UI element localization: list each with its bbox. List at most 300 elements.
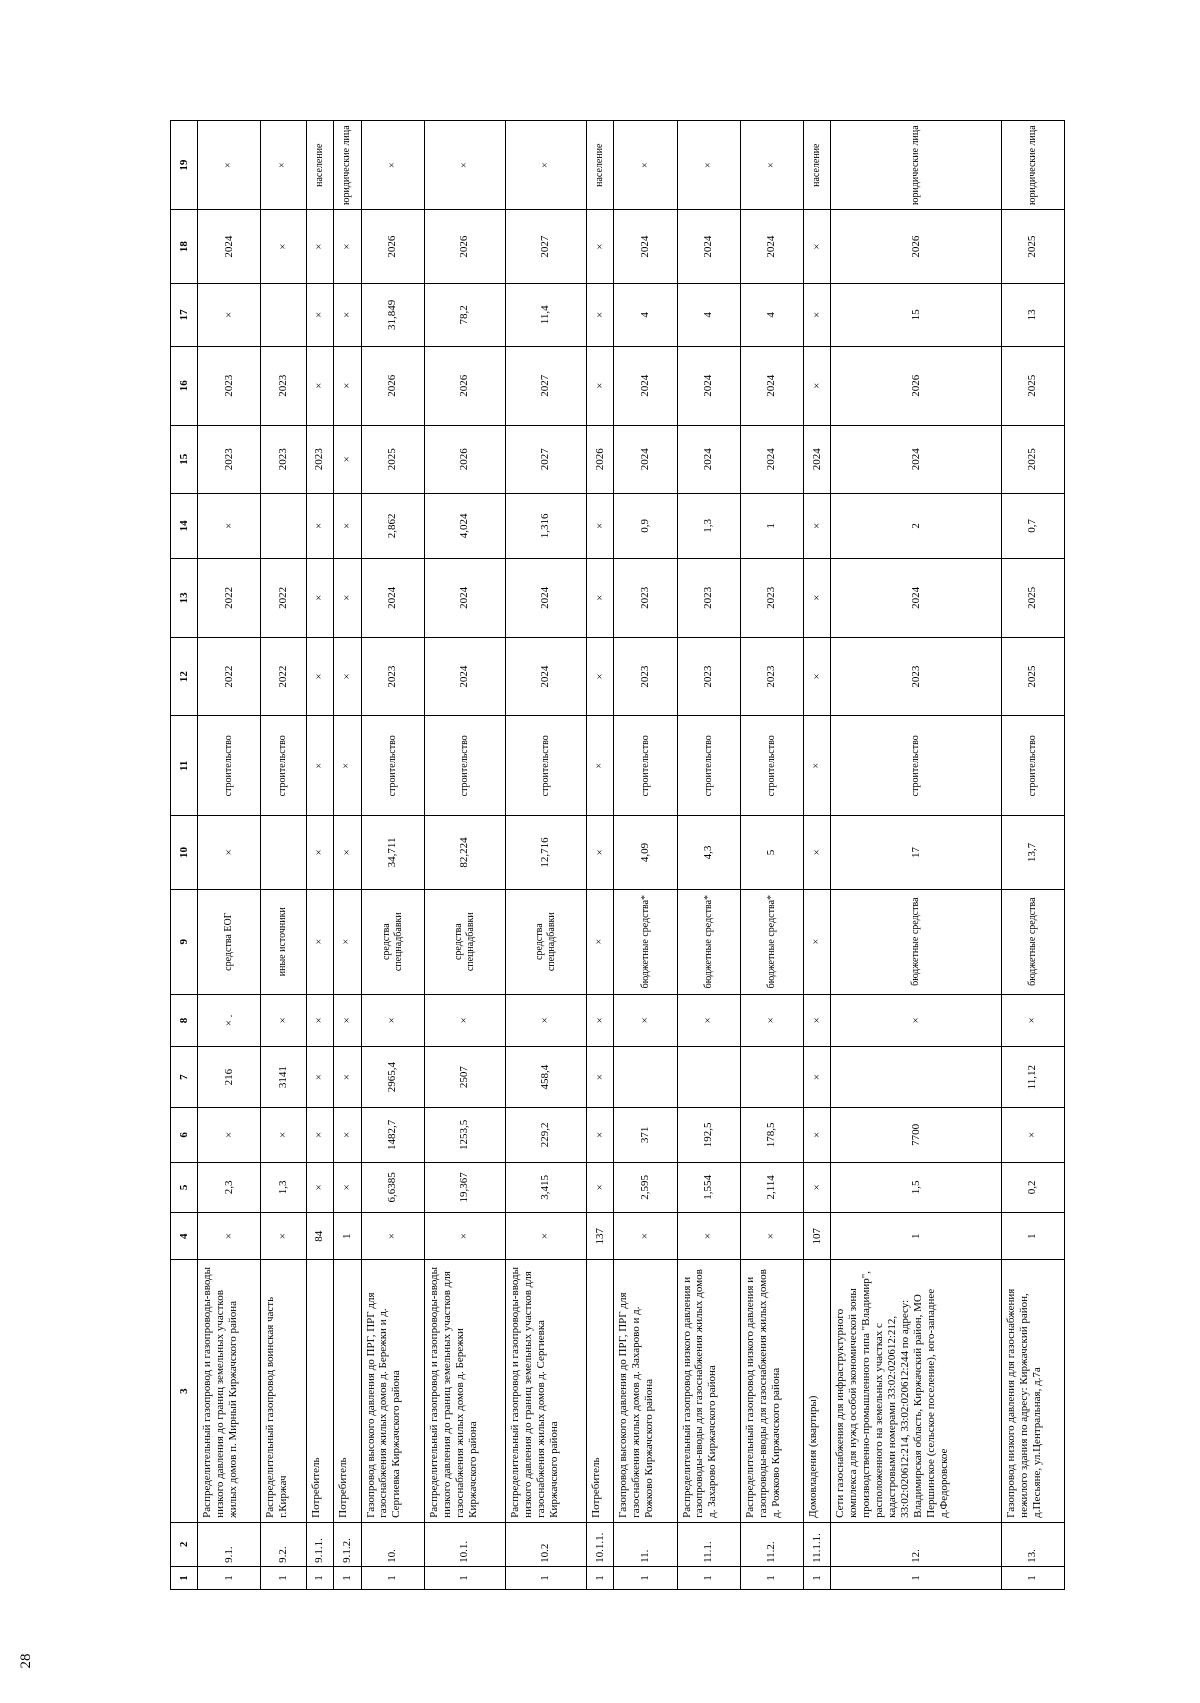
table-cell-col-18: × bbox=[803, 210, 830, 284]
table-cell-col-14: × bbox=[306, 493, 333, 558]
table-cell-col-15: 2023 bbox=[261, 425, 306, 493]
table-cell-col-12: × bbox=[306, 637, 333, 716]
table-cell-col-8: × bbox=[505, 994, 586, 1047]
table-cell-col-1: 1 bbox=[261, 1566, 306, 1589]
table-cell-col-19: юридические лица bbox=[831, 121, 1001, 210]
table-cell-col-9: бюджетные средства bbox=[1001, 889, 1064, 994]
table-cell-col-5: 6,6385 bbox=[361, 1162, 424, 1212]
gas-infrastructure-table bbox=[170, 120, 1065, 1590]
table-cell-col-10: 4,3 bbox=[677, 816, 740, 890]
table-cell-col-6: × bbox=[803, 1108, 830, 1163]
table-row bbox=[261, 121, 306, 1590]
table-cell-col-18: × bbox=[306, 210, 333, 284]
table-cell-col-18: 2024 bbox=[614, 210, 677, 284]
table-cell-col-2: 11.1. bbox=[677, 1522, 740, 1566]
table-cell-col-11: строительство bbox=[1001, 716, 1064, 816]
table-cell-col-3: Потребитель bbox=[586, 1260, 613, 1523]
table-cell-col-8: × bbox=[306, 994, 333, 1047]
table-cell-col-16: 2026 bbox=[424, 346, 505, 425]
table-cell-col-11: строительство bbox=[198, 716, 261, 816]
table-cell-col-7: 2965,4 bbox=[361, 1047, 424, 1108]
column-header-12: 12 bbox=[171, 637, 198, 716]
table-cell-col-12: × bbox=[803, 637, 830, 716]
table-cell-col-9: средства спецнадбавки bbox=[361, 889, 424, 994]
table-cell-col-1: 1 bbox=[361, 1566, 424, 1589]
table-cell-col-14: 1,3 bbox=[677, 493, 740, 558]
table-cell-col-3: Сети газоснабжения для инфраструктурного комплекса для нужд особой экономической зоны производственно-промышленного типа "Владимир", расположенного на земельных участках с кадастровыми номерами 33:02:020612:212, 33:02:020612:214, 33:02:020612:244 по адресу: Владимирская область, Киржачский район, МО Першинское (сельское поселение), юго-западнее д.Федоровское bbox=[831, 1260, 1001, 1523]
table-cell-col-5: 19,367 bbox=[424, 1162, 505, 1212]
table-cell-col-14: 0,7 bbox=[1001, 493, 1064, 558]
table-cell-col-10: × bbox=[198, 816, 261, 890]
table-cell-col-1: 1 bbox=[424, 1566, 505, 1589]
table-cell-col-7: × bbox=[586, 1047, 613, 1108]
table-cell-col-18: × bbox=[586, 210, 613, 284]
table-cell-col-17: × bbox=[306, 283, 333, 346]
table-cell-col-18: 2027 bbox=[505, 210, 586, 284]
table-cell-col-14: 4,024 bbox=[424, 493, 505, 558]
table-cell-col-13: 2023 bbox=[614, 558, 677, 637]
table-cell-col-16: × bbox=[306, 346, 333, 425]
table-cell-col-8: × bbox=[677, 994, 740, 1047]
table-cell-col-4: × bbox=[261, 1213, 306, 1260]
table-cell-col-19: население bbox=[803, 121, 830, 210]
table-row bbox=[505, 121, 586, 1590]
table-cell-col-13: 2024 bbox=[831, 558, 1001, 637]
table-cell-col-18: 2024 bbox=[740, 210, 803, 284]
table-cell-col-16: 2024 bbox=[677, 346, 740, 425]
column-header-4: 4 bbox=[171, 1213, 198, 1260]
table-cell-col-9: бюджетные средства* bbox=[614, 889, 677, 994]
table-cell-col-11: × bbox=[306, 716, 333, 816]
column-header-8: 8 bbox=[171, 994, 198, 1047]
table-cell-col-19: юридические лица bbox=[1001, 121, 1064, 210]
table-cell-col-11: строительство bbox=[831, 716, 1001, 816]
table-row bbox=[1001, 121, 1064, 1590]
table-cell-col-19: × bbox=[261, 121, 306, 210]
table-body bbox=[198, 121, 1065, 1590]
table-cell-col-3: Потребитель bbox=[334, 1260, 361, 1523]
table-cell-col-5: × bbox=[586, 1162, 613, 1212]
table-cell-col-5: × bbox=[803, 1162, 830, 1212]
table-cell-col-2: 10.1.1. bbox=[586, 1522, 613, 1566]
table-cell-col-15: 2023 bbox=[306, 425, 333, 493]
table-cell-col-9: бюджетные средства bbox=[831, 889, 1001, 994]
table-cell-col-16: 2024 bbox=[740, 346, 803, 425]
table-cell-col-8: × bbox=[361, 994, 424, 1047]
table-cell-col-1: 1 bbox=[505, 1566, 586, 1589]
table-row bbox=[740, 121, 803, 1590]
column-header-19: 19 bbox=[171, 121, 198, 210]
table-cell-col-6: 192,5 bbox=[677, 1108, 740, 1163]
table-cell-col-8: × bbox=[740, 994, 803, 1047]
table-cell-col-13: × bbox=[586, 558, 613, 637]
table-cell-col-11: строительство bbox=[261, 716, 306, 816]
table-cell-col-7: × bbox=[803, 1047, 830, 1108]
page-number: 28 bbox=[18, 1653, 34, 1669]
table-cell-col-15: 2025 bbox=[1001, 425, 1064, 493]
table-cell-col-15: 2024 bbox=[740, 425, 803, 493]
table-cell-col-6: × bbox=[586, 1108, 613, 1163]
table-cell-col-2: 13. bbox=[1001, 1522, 1064, 1566]
table-cell-col-13: 2022 bbox=[198, 558, 261, 637]
table-cell-col-8: × bbox=[831, 994, 1001, 1047]
table-cell-col-4: × bbox=[361, 1213, 424, 1260]
table-cell-col-3: Домовладения (квартиры) bbox=[803, 1260, 830, 1523]
table-cell-col-13: × bbox=[803, 558, 830, 637]
table-cell-col-17: 31,849 bbox=[361, 283, 424, 346]
column-header-9: 9 bbox=[171, 889, 198, 994]
table-cell-col-12: 2023 bbox=[361, 637, 424, 716]
table-cell-col-7 bbox=[677, 1047, 740, 1108]
table-cell-col-8: × bbox=[586, 994, 613, 1047]
table-cell-col-17: 11,4 bbox=[505, 283, 586, 346]
table-cell-col-3: Потребитель bbox=[306, 1260, 333, 1523]
table-cell-col-8: × bbox=[424, 994, 505, 1047]
table-cell-col-4: 1 bbox=[334, 1213, 361, 1260]
table-cell-col-16: 2026 bbox=[361, 346, 424, 425]
table-cell-col-4: × bbox=[198, 1213, 261, 1260]
table-cell-col-19: × bbox=[505, 121, 586, 210]
table-cell-col-14: × bbox=[198, 493, 261, 558]
table-row bbox=[803, 121, 830, 1590]
table-cell-col-10: 4,09 bbox=[614, 816, 677, 890]
table-cell-col-5: 3,415 bbox=[505, 1162, 586, 1212]
table-cell-col-8: × bbox=[261, 994, 306, 1047]
table-cell-col-19: население bbox=[586, 121, 613, 210]
table-cell-col-14: × bbox=[334, 493, 361, 558]
table-cell-col-2: 9.1. bbox=[198, 1522, 261, 1566]
table-cell-col-9: бюджетные средства* bbox=[677, 889, 740, 994]
table-cell-col-13: 2024 bbox=[424, 558, 505, 637]
column-header-18: 18 bbox=[171, 210, 198, 284]
table-cell-col-14: × bbox=[586, 493, 613, 558]
table-cell-col-6: 371 bbox=[614, 1108, 677, 1163]
table-cell-col-4: 1 bbox=[1001, 1213, 1064, 1260]
table-cell-col-4: 84 bbox=[306, 1213, 333, 1260]
table-cell-col-8: × bbox=[334, 994, 361, 1047]
table-cell-col-8: × bbox=[1001, 994, 1064, 1047]
table-cell-col-1: 1 bbox=[306, 1566, 333, 1589]
table-cell-col-11: строительство bbox=[505, 716, 586, 816]
table-cell-col-19: население bbox=[306, 121, 333, 210]
table-cell-col-17: 4 bbox=[614, 283, 677, 346]
table-cell-col-10 bbox=[261, 816, 306, 890]
table-cell-col-11: × bbox=[334, 716, 361, 816]
table-cell-col-9: × bbox=[334, 889, 361, 994]
table-cell-col-3: Распределительный газопровод и газопроводы-вводы низкого давления до границ земельных участков для газоснабжения жилых домов д. Сергиевка Киржачского района bbox=[505, 1260, 586, 1523]
table-cell-col-17: 4 bbox=[740, 283, 803, 346]
table-cell-col-3: Газопровод высокого давления до ПРГ, ПРГ для газоснабжения жилых домов д. Захарово и д. Рожково Киржачского района bbox=[614, 1260, 677, 1523]
table-cell-col-17 bbox=[261, 283, 306, 346]
table-cell-col-1: 1 bbox=[1001, 1566, 1064, 1589]
table-header-row bbox=[171, 121, 198, 1590]
table-cell-col-19: × bbox=[198, 121, 261, 210]
table-cell-col-1: 1 bbox=[677, 1566, 740, 1589]
table-cell-col-11: × bbox=[586, 716, 613, 816]
table-cell-col-7: × bbox=[306, 1047, 333, 1108]
table-cell-col-10: 5 bbox=[740, 816, 803, 890]
table-cell-col-5: × bbox=[306, 1162, 333, 1212]
table-cell-col-14: 2 bbox=[831, 493, 1001, 558]
table-cell-col-15: 2026 bbox=[586, 425, 613, 493]
table-cell-col-6: 178,5 bbox=[740, 1108, 803, 1163]
table-cell-col-4: × bbox=[614, 1213, 677, 1260]
table-row bbox=[361, 121, 424, 1590]
table-cell-col-6: 7700 bbox=[831, 1108, 1001, 1163]
table-row bbox=[198, 121, 261, 1590]
table-cell-col-11: строительство bbox=[424, 716, 505, 816]
column-header-3: 3 bbox=[171, 1260, 198, 1523]
table-cell-col-12: × bbox=[586, 637, 613, 716]
table-cell-col-3: Распределительный газопровод воинская часть г.Киржач bbox=[261, 1260, 306, 1523]
table-cell-col-15: 2024 bbox=[677, 425, 740, 493]
table-cell-col-1: 1 bbox=[586, 1566, 613, 1589]
column-header-5: 5 bbox=[171, 1162, 198, 1212]
table-cell-col-1: 1 bbox=[740, 1566, 803, 1589]
table-cell-col-11: строительство bbox=[614, 716, 677, 816]
table-cell-col-10: 12,716 bbox=[505, 816, 586, 890]
column-header-10: 10 bbox=[171, 816, 198, 890]
table-cell-col-9: средства спецнадбавки bbox=[505, 889, 586, 994]
table-cell-col-7: 458,4 bbox=[505, 1047, 586, 1108]
table-row bbox=[677, 121, 740, 1590]
table-cell-col-6: × bbox=[306, 1108, 333, 1163]
table-cell-col-15: 2025 bbox=[361, 425, 424, 493]
table-cell-col-3: Распределительный газопровод низкого давления и газопроводы-вводы для газоснабжения жилых домов д. Рожково Киржачского района bbox=[740, 1260, 803, 1523]
table-cell-col-19: × bbox=[614, 121, 677, 210]
table-cell-col-12: 2024 bbox=[424, 637, 505, 716]
table-cell-col-13: 2023 bbox=[677, 558, 740, 637]
table-cell-col-18: 2024 bbox=[198, 210, 261, 284]
table-cell-col-5: 1,554 bbox=[677, 1162, 740, 1212]
table-cell-col-12: 2024 bbox=[505, 637, 586, 716]
table-cell-col-2: 11.2. bbox=[740, 1522, 803, 1566]
table-cell-col-7: 3141 bbox=[261, 1047, 306, 1108]
table-cell-col-5: 0,2 bbox=[1001, 1162, 1064, 1212]
table-row bbox=[831, 121, 1001, 1590]
table-row bbox=[334, 121, 361, 1590]
table-cell-col-2: 9.1.2. bbox=[334, 1522, 361, 1566]
table-cell-col-13: × bbox=[334, 558, 361, 637]
table-cell-col-12: 2025 bbox=[1001, 637, 1064, 716]
table-cell-col-14: × bbox=[803, 493, 830, 558]
table-cell-col-19: × bbox=[740, 121, 803, 210]
table-cell-col-13: 2024 bbox=[505, 558, 586, 637]
table-cell-col-4: × bbox=[424, 1213, 505, 1260]
table-cell-col-16: 2023 bbox=[198, 346, 261, 425]
table-cell-col-12: 2023 bbox=[831, 637, 1001, 716]
table-cell-col-3: Газопровод низкого давления для газоснабжения нежилого здания по адресу: Киржачский район, д.Песьяне, ул.Центральная, д.7а bbox=[1001, 1260, 1064, 1523]
table-row bbox=[614, 121, 677, 1590]
table-cell-col-1: 1 bbox=[831, 1566, 1001, 1589]
table-cell-col-4: 137 bbox=[586, 1213, 613, 1260]
column-header-2: 2 bbox=[171, 1522, 198, 1566]
table-cell-col-15: 2027 bbox=[505, 425, 586, 493]
table-cell-col-3: Газопровод высокого давления до ПРГ, ПРГ для газоснабжения жилых домов д. Бережки и д. Сергиевка Киржачского района bbox=[361, 1260, 424, 1523]
table-cell-col-17: × bbox=[586, 283, 613, 346]
table-cell-col-10: × bbox=[586, 816, 613, 890]
table-cell-col-3: Распределительный газопровод и газопроводы-вводы низкого давления до границ земельных участков жилых домов п. Мирный Киржачского района bbox=[198, 1260, 261, 1523]
table-cell-col-15: 2024 bbox=[614, 425, 677, 493]
table-cell-col-4: 1 bbox=[831, 1213, 1001, 1260]
table-cell-col-14: 0,9 bbox=[614, 493, 677, 558]
table-cell-col-17: 13 bbox=[1001, 283, 1064, 346]
table-cell-col-18: 2024 bbox=[677, 210, 740, 284]
table-cell-col-14: 1 bbox=[740, 493, 803, 558]
table-cell-col-17: 15 bbox=[831, 283, 1001, 346]
table-cell-col-19: × bbox=[361, 121, 424, 210]
table-cell-col-12: 2023 bbox=[677, 637, 740, 716]
table-cell-col-16: × bbox=[803, 346, 830, 425]
table-cell-col-5: 2,3 bbox=[198, 1162, 261, 1212]
table-cell-col-13: 2022 bbox=[261, 558, 306, 637]
table-cell-col-11: строительство bbox=[361, 716, 424, 816]
table-cell-col-13: 2024 bbox=[361, 558, 424, 637]
column-header-15: 15 bbox=[171, 425, 198, 493]
column-header-6: 6 bbox=[171, 1108, 198, 1163]
table-cell-col-18: 2026 bbox=[831, 210, 1001, 284]
table-cell-col-12: 2022 bbox=[198, 637, 261, 716]
table-cell-col-7 bbox=[740, 1047, 803, 1108]
table-cell-col-17: 4 bbox=[677, 283, 740, 346]
column-header-11: 11 bbox=[171, 716, 198, 816]
table-cell-col-16: 2024 bbox=[614, 346, 677, 425]
column-header-1: 1 bbox=[171, 1566, 198, 1589]
table-cell-col-4: 107 bbox=[803, 1213, 830, 1260]
table-cell-col-7: 2507 bbox=[424, 1047, 505, 1108]
table-cell-col-12: 2023 bbox=[740, 637, 803, 716]
table-cell-col-7 bbox=[614, 1047, 677, 1108]
table-cell-col-12: × bbox=[334, 637, 361, 716]
table-cell-col-2: 11.1.1. bbox=[803, 1522, 830, 1566]
table-cell-col-7: × bbox=[334, 1047, 361, 1108]
table-cell-col-19: юридические лица bbox=[334, 121, 361, 210]
table-cell-col-4: × bbox=[677, 1213, 740, 1260]
table-cell-col-2: 11. bbox=[614, 1522, 677, 1566]
table-cell-col-9: средства спецнадбавки bbox=[424, 889, 505, 994]
table-cell-col-7: 11,12 bbox=[1001, 1047, 1064, 1108]
table-cell-col-14 bbox=[261, 493, 306, 558]
table-cell-col-11: строительство bbox=[677, 716, 740, 816]
column-header-14: 14 bbox=[171, 493, 198, 558]
table-cell-col-3: Распределительный газопровод низкого давления и газопроводы-вводы для газоснабжения жилых домов д. Захарово Киржачского района bbox=[677, 1260, 740, 1523]
table-cell-col-4: × bbox=[740, 1213, 803, 1260]
table-cell-col-19: × bbox=[424, 121, 505, 210]
table-cell-col-2: 9.1.1. bbox=[306, 1522, 333, 1566]
table-cell-col-4: × bbox=[505, 1213, 586, 1260]
column-header-13: 13 bbox=[171, 558, 198, 637]
table-cell-col-6: × bbox=[198, 1108, 261, 1163]
table-cell-col-2: 9.2. bbox=[261, 1522, 306, 1566]
table-cell-col-10: × bbox=[803, 816, 830, 890]
table-cell-col-6: 1482,7 bbox=[361, 1108, 424, 1163]
column-header-7: 7 bbox=[171, 1047, 198, 1108]
table-cell-col-16: 2026 bbox=[831, 346, 1001, 425]
table-cell-col-15: × bbox=[334, 425, 361, 493]
table-cell-col-15: 2024 bbox=[803, 425, 830, 493]
table-cell-col-14: 1,316 bbox=[505, 493, 586, 558]
table-cell-col-11: × bbox=[803, 716, 830, 816]
table-cell-col-13: 2023 bbox=[740, 558, 803, 637]
table-cell-col-8: × . bbox=[198, 994, 261, 1047]
table-cell-col-16: 2025 bbox=[1001, 346, 1064, 425]
table-cell-col-9: средства ЕОГ bbox=[198, 889, 261, 994]
table-cell-col-12: 2023 bbox=[614, 637, 677, 716]
table-cell-col-5: 1,5 bbox=[831, 1162, 1001, 1212]
table-cell-col-18: 2026 bbox=[424, 210, 505, 284]
table-cell-col-6: 1253,5 bbox=[424, 1108, 505, 1163]
table-cell-col-10: × bbox=[334, 816, 361, 890]
table-cell-col-6: 229,2 bbox=[505, 1108, 586, 1163]
table-cell-col-15: 2026 bbox=[424, 425, 505, 493]
table-cell-col-6: × bbox=[334, 1108, 361, 1163]
table-cell-col-17: × bbox=[803, 283, 830, 346]
table-cell-col-5: 1,3 bbox=[261, 1162, 306, 1212]
table-cell-col-13: × bbox=[306, 558, 333, 637]
table-cell-col-9: бюджетные средства* bbox=[740, 889, 803, 994]
table-cell-col-17: × bbox=[334, 283, 361, 346]
table-cell-col-5: 2,595 bbox=[614, 1162, 677, 1212]
table-cell-col-12: 2022 bbox=[261, 637, 306, 716]
table-cell-col-17: 78,2 bbox=[424, 283, 505, 346]
table-cell-col-9: иные источники bbox=[261, 889, 306, 994]
table-cell-col-1: 1 bbox=[803, 1566, 830, 1589]
column-header-16: 16 bbox=[171, 346, 198, 425]
table-cell-col-14: 2,862 bbox=[361, 493, 424, 558]
table-cell-col-2: 10. bbox=[361, 1522, 424, 1566]
table-cell-col-2: 10.2 bbox=[505, 1522, 586, 1566]
table-cell-col-18: 2025 bbox=[1001, 210, 1064, 284]
table-cell-col-11: строительство bbox=[740, 716, 803, 816]
table-cell-col-10: 82,224 bbox=[424, 816, 505, 890]
table-cell-col-15: 2023 bbox=[198, 425, 261, 493]
table-cell-col-15: 2024 bbox=[831, 425, 1001, 493]
table-cell-col-1: 1 bbox=[198, 1566, 261, 1589]
table-row bbox=[306, 121, 333, 1590]
table-cell-col-18: × bbox=[334, 210, 361, 284]
table-cell-col-1: 1 bbox=[614, 1566, 677, 1589]
table-cell-col-9: × bbox=[586, 889, 613, 994]
table-cell-col-3: Распределительный газопровод и газопроводы-вводы низкого давления до границ земельных участков для газоснабжения жилых домов д. Бережки Киржачского района bbox=[424, 1260, 505, 1523]
table-cell-col-18: × bbox=[261, 210, 306, 284]
table-cell-col-13: 2025 bbox=[1001, 558, 1064, 637]
table-row bbox=[586, 121, 613, 1590]
table-cell-col-8: × bbox=[614, 994, 677, 1047]
table-cell-col-16: 2027 bbox=[505, 346, 586, 425]
table-cell-col-16: × bbox=[334, 346, 361, 425]
table-cell-col-5: × bbox=[334, 1162, 361, 1212]
table-cell-col-10: × bbox=[306, 816, 333, 890]
table-cell-col-2: 10.1. bbox=[424, 1522, 505, 1566]
table-cell-col-16: 2023 bbox=[261, 346, 306, 425]
table-cell-col-10: 13,7 bbox=[1001, 816, 1064, 890]
table-row bbox=[424, 121, 505, 1590]
table-cell-col-9: × bbox=[803, 889, 830, 994]
table-cell-col-10: 17 bbox=[831, 816, 1001, 890]
table-cell-col-19: × bbox=[677, 121, 740, 210]
table-cell-col-8: × bbox=[803, 994, 830, 1047]
table-cell-col-17: × bbox=[198, 283, 261, 346]
rotated-table-container bbox=[170, 120, 1065, 1590]
table-cell-col-5: 2,114 bbox=[740, 1162, 803, 1212]
table-cell-col-18: 2026 bbox=[361, 210, 424, 284]
column-header-17: 17 bbox=[171, 283, 198, 346]
table-cell-col-16: × bbox=[586, 346, 613, 425]
table-cell-col-9: × bbox=[306, 889, 333, 994]
table-cell-col-7 bbox=[831, 1047, 1001, 1108]
table-cell-col-2: 12. bbox=[831, 1522, 1001, 1566]
table-cell-col-6: × bbox=[1001, 1108, 1064, 1163]
